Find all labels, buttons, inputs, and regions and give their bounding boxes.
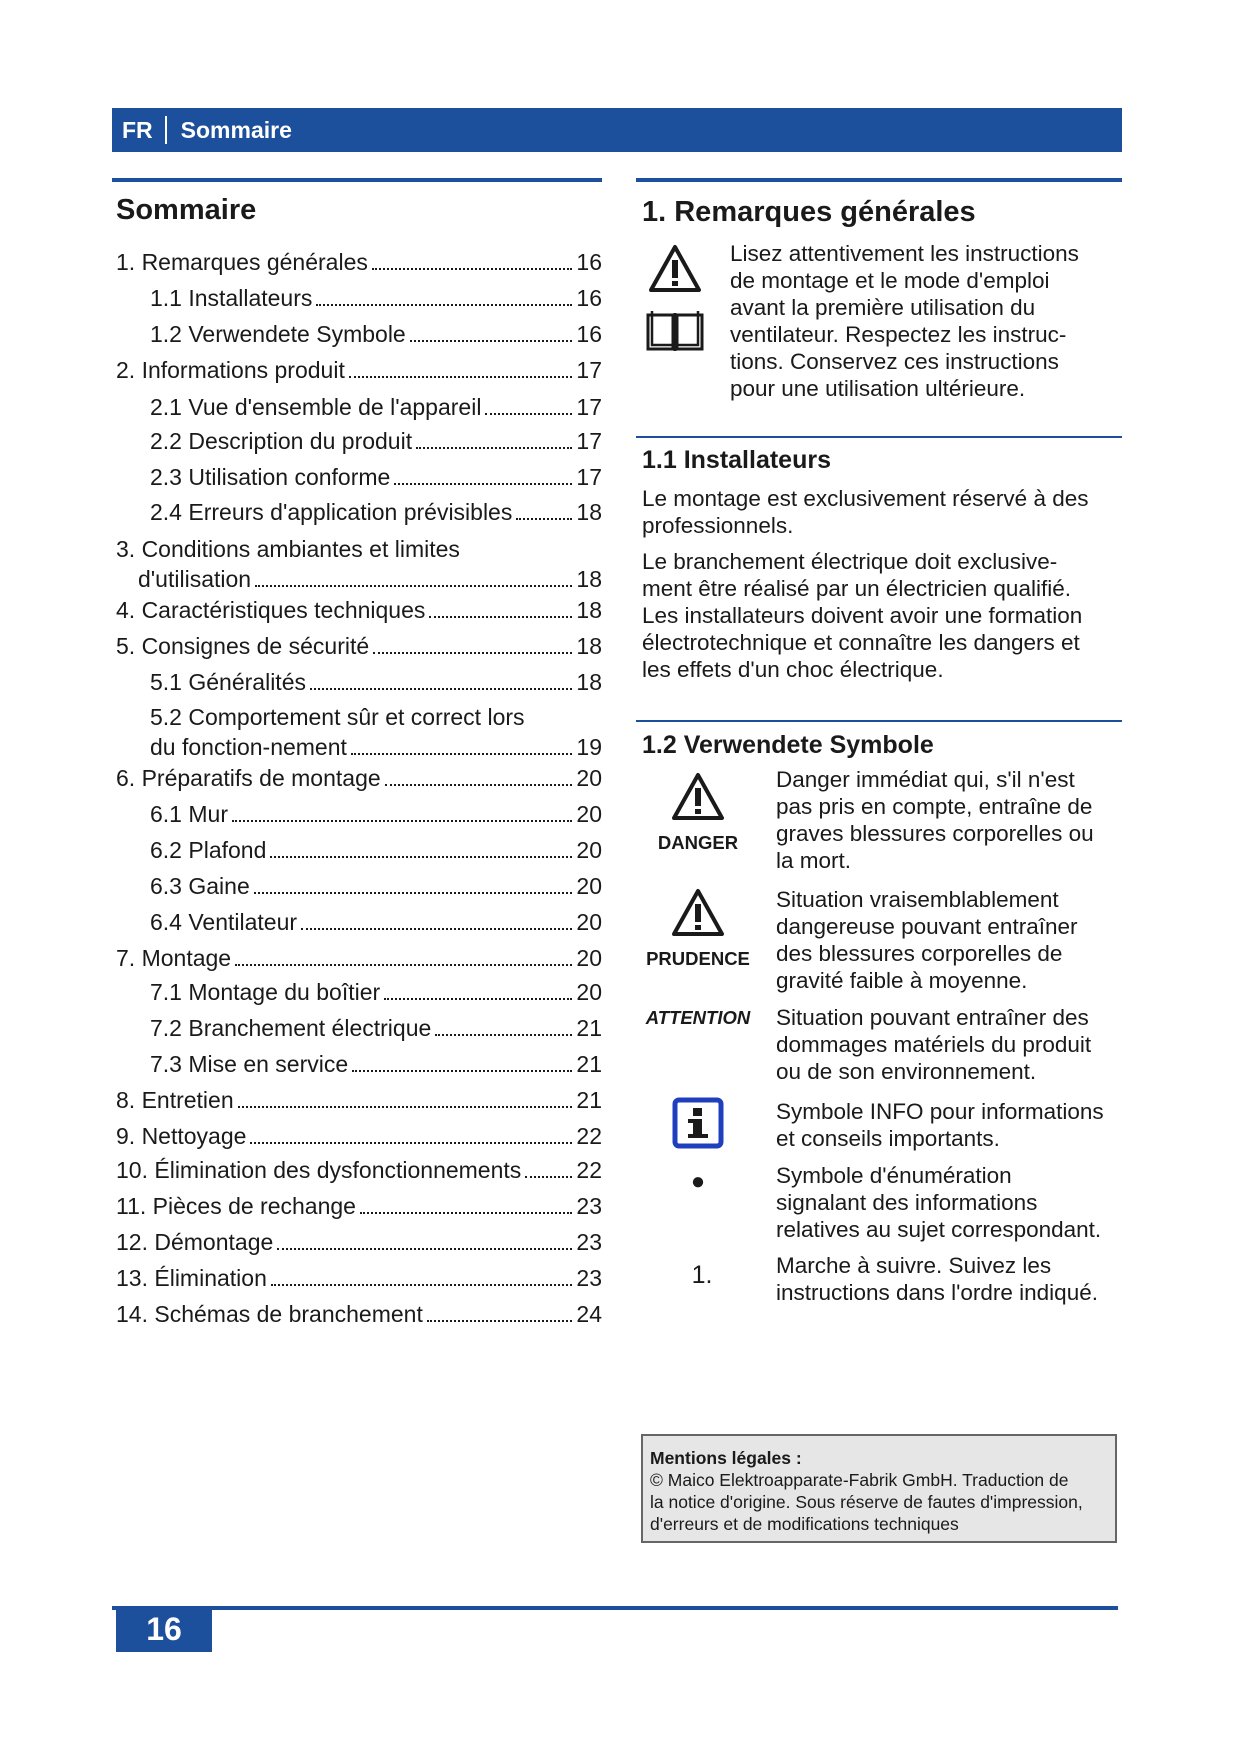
toc-entry[interactable] bbox=[112, 534, 602, 594]
toc-page-number: 23 bbox=[576, 1265, 602, 1291]
toc-entry[interactable] bbox=[112, 631, 602, 661]
toc-page-number: 20 bbox=[576, 765, 602, 791]
paragraph-line: ment être réalisé par un électricien qualifié. bbox=[642, 576, 1071, 601]
attention-label: ATTENTION bbox=[645, 1007, 751, 1028]
toc-leader-dots bbox=[255, 585, 572, 587]
toc-leader-dots bbox=[270, 856, 572, 858]
toc-entry-text: 2.4 Erreurs d'application prévisibles bbox=[150, 499, 513, 525]
toc-page-number: 16 bbox=[576, 285, 602, 311]
toc-entry-text: 1.1 Installateurs bbox=[150, 285, 313, 311]
toc-entry-text: 7.2 Branchement électrique bbox=[150, 1015, 432, 1041]
info-icon bbox=[672, 1097, 724, 1149]
bullet-line: signalant des informations bbox=[776, 1190, 1038, 1215]
toc-leader-dots bbox=[410, 340, 573, 342]
toc-leader-dots bbox=[232, 820, 572, 822]
prudence-text bbox=[776, 886, 1122, 994]
danger-line: pas pris en compte, entraîne de bbox=[776, 794, 1093, 819]
toc-entry-text: 6.3 Gaine bbox=[150, 873, 250, 899]
toc-page-number: 18 bbox=[576, 499, 602, 525]
toc-entry[interactable] bbox=[112, 1013, 602, 1043]
section-title: 1.2 Verwendete Symbole bbox=[642, 731, 934, 759]
prudence-label: PRUDENCE bbox=[646, 948, 750, 969]
toc-entry[interactable] bbox=[112, 283, 602, 313]
toc-page-number: 20 bbox=[576, 801, 602, 827]
attention-line: dommages matériels du produit bbox=[776, 1032, 1092, 1057]
toc-entry-text-wrap bbox=[116, 534, 602, 594]
toc-leader-dots bbox=[373, 652, 572, 654]
toc-entry-text: 2.2 Description du produit bbox=[150, 428, 413, 454]
toc-entry[interactable] bbox=[112, 1263, 602, 1293]
bullet-line: relatives au sujet correspondant. bbox=[776, 1217, 1102, 1242]
toc-entry-text: 5.1 Généralités bbox=[150, 669, 306, 695]
legal-title: Mentions légales : bbox=[650, 1448, 802, 1468]
section1-line: tions. Conservez ces instructions bbox=[730, 349, 1059, 374]
toc-page-number: 19 bbox=[576, 734, 602, 760]
toc-leader-dots bbox=[349, 376, 573, 378]
prudence-line: gravité faible à moyenne. bbox=[776, 968, 1028, 993]
header-lang: FR bbox=[122, 116, 153, 143]
danger-label: DANGER bbox=[657, 832, 739, 853]
paragraph-line: Le branchement électrique doit exclusive- bbox=[642, 549, 1058, 574]
attention-line: Situation pouvant entraîner des bbox=[776, 1005, 1089, 1030]
toc-page-number: 20 bbox=[576, 909, 602, 935]
section-rule bbox=[636, 436, 1122, 438]
toc-entry-text: 2.3 Utilisation conforme bbox=[150, 464, 391, 490]
paragraph-line: Les installateurs doivent avoir une formation bbox=[642, 603, 1083, 628]
toc-leader-dots bbox=[351, 753, 573, 755]
toc-leader-dots bbox=[427, 1320, 573, 1322]
toc-entry-text: 7.1 Montage du boîtier bbox=[150, 979, 381, 1005]
toc-entry-text: 6.2 Plafond bbox=[150, 837, 267, 863]
toc-page-number: 21 bbox=[576, 1015, 602, 1041]
paragraph-line: les effets d'un choc électrique. bbox=[642, 657, 944, 682]
section-installateurs bbox=[636, 436, 1122, 683]
toc-entry-text: 5. Consignes de sécurité bbox=[116, 633, 370, 659]
toc-entry[interactable] bbox=[112, 1121, 602, 1151]
toc-entry[interactable] bbox=[112, 799, 602, 829]
toc-page-number: 23 bbox=[576, 1193, 602, 1219]
toc-page-number: 18 bbox=[576, 669, 602, 695]
section1-line: de montage et le mode d'emploi bbox=[730, 268, 1050, 293]
toc-page-number: 18 bbox=[576, 633, 602, 659]
toc-page-number: 18 bbox=[576, 566, 602, 592]
toc-entry[interactable] bbox=[112, 977, 602, 1007]
prudence-line: des blessures corporelles de bbox=[776, 941, 1063, 966]
toc-page-number: 22 bbox=[576, 1123, 602, 1149]
toc-entry[interactable] bbox=[112, 355, 602, 385]
toc-entry[interactable] bbox=[112, 462, 602, 492]
toc-entry[interactable] bbox=[112, 1227, 602, 1257]
toc-page-number: 17 bbox=[576, 464, 602, 490]
section-title: 1. Remarques générales bbox=[642, 196, 976, 228]
toc-entry[interactable] bbox=[112, 1191, 602, 1221]
section11-paragraph-1 bbox=[642, 485, 1122, 539]
toc-leader-dots bbox=[235, 964, 572, 966]
toc-entry[interactable] bbox=[112, 426, 602, 456]
toc-entry-text: 7. Montage bbox=[116, 945, 232, 971]
toc-entry[interactable] bbox=[112, 907, 602, 937]
toc-entry[interactable] bbox=[112, 247, 602, 277]
toc-leader-dots bbox=[525, 1176, 572, 1178]
paragraph-line: électrotechnique et connaître les dangers et bbox=[642, 630, 1080, 655]
toc-leader-dots bbox=[416, 447, 572, 449]
legal-line: la notice d'origine. Sous réserve de fautes d'impression, bbox=[650, 1492, 1083, 1512]
danger-warning-icon bbox=[670, 772, 726, 822]
section-remarques bbox=[636, 178, 1122, 229]
toc-page-number: 21 bbox=[576, 1051, 602, 1077]
toc-entry[interactable] bbox=[112, 1085, 602, 1115]
toc-entry[interactable] bbox=[112, 835, 602, 865]
toc-entry-text: 12. Démontage bbox=[116, 1229, 274, 1255]
toc-leader-dots bbox=[277, 1248, 572, 1250]
toc-entry-text: 5.2 Comportement sûr et correct lors bbox=[150, 704, 525, 730]
section-title: 1.1 Installateurs bbox=[642, 446, 831, 474]
toc-leader-dots bbox=[250, 1142, 572, 1144]
section1-line: Lisez attentivement les instructions bbox=[730, 241, 1079, 266]
attention-text bbox=[776, 1004, 1122, 1085]
step-line: Marche à suivre. Suivez les bbox=[776, 1253, 1052, 1278]
toc-entry[interactable] bbox=[112, 1299, 602, 1329]
toc-entry-text: 9. Nettoyage bbox=[116, 1123, 247, 1149]
step-symbol: 1. bbox=[691, 1261, 713, 1289]
toc-leader-dots bbox=[435, 1034, 572, 1036]
toc-page-number: 20 bbox=[576, 873, 602, 899]
attention-line: ou de son environnement. bbox=[776, 1059, 1037, 1084]
bullet-symbol-icon: ● bbox=[690, 1168, 706, 1195]
legal-notice-box bbox=[641, 1434, 1117, 1543]
toc-entry-text: 6. Préparatifs de montage bbox=[116, 765, 381, 791]
toc-entry-text: 3. Conditions ambiantes et limites bbox=[116, 536, 460, 562]
toc-page-number: 20 bbox=[576, 979, 602, 1005]
paragraph-line: Le montage est exclusivement réservé à des bbox=[642, 486, 1089, 511]
paragraph-line: professionnels. bbox=[642, 513, 794, 538]
toc-entry-text: 13. Élimination bbox=[116, 1265, 267, 1291]
toc-entry[interactable] bbox=[112, 943, 602, 973]
toc-entry[interactable] bbox=[112, 497, 602, 527]
toc-leader-dots bbox=[385, 784, 573, 786]
toc-leader-dots bbox=[516, 518, 572, 520]
toc-entry-text: 14. Schémas de branchement bbox=[116, 1301, 423, 1327]
toc-leader-dots bbox=[316, 304, 572, 306]
prudence-line: Situation vraisemblablement bbox=[776, 887, 1059, 912]
toc-page-number: 16 bbox=[576, 249, 602, 275]
toc-entry[interactable] bbox=[112, 392, 602, 422]
toc-leader-dots bbox=[429, 616, 572, 618]
page-number: 16 bbox=[116, 1606, 212, 1652]
manual-book-icon bbox=[644, 307, 706, 355]
danger-line: graves blessures corporelles ou bbox=[776, 821, 1094, 846]
toc-title: Sommaire bbox=[116, 194, 257, 226]
section1-line: avant la première utilisation du bbox=[730, 295, 1036, 320]
toc-page-number: 17 bbox=[576, 357, 602, 383]
toc-entry-text: 2.1 Vue d'ensemble de l'appareil bbox=[150, 394, 482, 420]
toc-rule bbox=[112, 178, 602, 182]
info-line: et conseils importants. bbox=[776, 1126, 1000, 1151]
toc-entry[interactable] bbox=[112, 595, 602, 625]
toc-entry-text-wrap bbox=[150, 702, 602, 762]
toc-entry-text: 11. Pièces de rechange bbox=[116, 1193, 356, 1219]
prudence-warning-icon bbox=[670, 888, 726, 938]
toc-leader-dots bbox=[238, 1106, 573, 1108]
toc-leader-dots bbox=[394, 483, 572, 485]
toc-page-number: 17 bbox=[576, 394, 602, 420]
danger-text bbox=[776, 766, 1122, 874]
toc-page-number: 23 bbox=[576, 1229, 602, 1255]
toc-page-number: 24 bbox=[576, 1301, 602, 1327]
info-text bbox=[776, 1098, 1122, 1152]
section-rule bbox=[636, 178, 1122, 182]
toc-leader-dots bbox=[310, 688, 572, 690]
toc-entry[interactable] bbox=[112, 871, 602, 901]
step-text bbox=[776, 1252, 1122, 1306]
section1-line: pour une utilisation ultérieure. bbox=[730, 376, 1026, 401]
bullet-line: Symbole d'énumération bbox=[776, 1163, 1012, 1188]
danger-line: la mort. bbox=[776, 848, 852, 873]
section1-line: ventilateur. Respectez les instruc- bbox=[730, 322, 1067, 347]
toc-entry-text: 1.2 Verwendete Symbole bbox=[150, 321, 406, 347]
toc-entry-text: 8. Entretien bbox=[116, 1087, 234, 1113]
legal-line: d'erreurs et de modifications techniques bbox=[650, 1514, 959, 1534]
toc-entry-text: 4. Caractéristiques techniques bbox=[116, 597, 426, 623]
toc-leader-dots bbox=[360, 1212, 572, 1214]
toc-leader-dots bbox=[352, 1070, 572, 1072]
toc-page-number: 17 bbox=[576, 428, 602, 454]
toc-page-number: 22 bbox=[576, 1157, 602, 1183]
toc-entry[interactable] bbox=[112, 763, 602, 793]
toc-entry-text: 10. Élimination des dysfonctionnements bbox=[116, 1157, 522, 1183]
step-line: instructions dans l'ordre indiqué. bbox=[776, 1280, 1098, 1305]
toc-entry-text: 1. Remarques générales bbox=[116, 249, 368, 275]
toc-leader-dots bbox=[372, 268, 573, 270]
toc-leader-dots bbox=[485, 413, 572, 415]
toc-entry[interactable] bbox=[112, 667, 602, 697]
toc-entry-second-row bbox=[150, 732, 602, 762]
footer-rule bbox=[112, 1606, 1118, 1610]
toc-leader-dots bbox=[254, 892, 573, 894]
toc-entry-text-continued: du fonction-nement bbox=[150, 734, 347, 760]
prudence-line: dangereuse pouvant entraîner bbox=[776, 914, 1078, 939]
warning-triangle-icon bbox=[648, 244, 702, 294]
toc-leader-dots bbox=[384, 998, 572, 1000]
toc-leader-dots bbox=[271, 1284, 573, 1286]
header-title: Sommaire bbox=[180, 116, 292, 143]
toc-entry[interactable] bbox=[112, 319, 602, 349]
section11-paragraph-2 bbox=[642, 548, 1122, 683]
toc-page-number: 21 bbox=[576, 1087, 602, 1113]
toc-entry-second-row bbox=[116, 564, 602, 594]
toc-entry-text: 2. Informations produit bbox=[116, 357, 345, 383]
bullet-text bbox=[776, 1162, 1122, 1243]
info-line: Symbole INFO pour informations bbox=[776, 1099, 1104, 1124]
section1-icons bbox=[648, 244, 702, 354]
toc-entry[interactable] bbox=[112, 1155, 602, 1185]
table-of-contents bbox=[112, 178, 602, 1327]
toc-page-number: 16 bbox=[576, 321, 602, 347]
toc-page-number: 20 bbox=[576, 837, 602, 863]
danger-line: Danger immédiat qui, s'il n'est bbox=[776, 767, 1075, 792]
section-rule bbox=[636, 720, 1122, 722]
header-bar bbox=[112, 108, 1122, 152]
toc-entry-text: 6.1 Mur bbox=[150, 801, 228, 827]
legal-line: © Maico Elektroapparate-Fabrik GmbH. Traduction de bbox=[650, 1470, 1069, 1490]
section-symboles bbox=[636, 720, 1122, 760]
toc-entry-text: 7.3 Mise en service bbox=[150, 1051, 349, 1077]
toc-entry[interactable] bbox=[112, 702, 602, 762]
section1-text bbox=[730, 240, 1122, 402]
toc-leader-dots bbox=[301, 928, 572, 930]
toc-page-number: 20 bbox=[576, 945, 602, 971]
toc-entry-text-continued: d'utilisation bbox=[138, 566, 252, 592]
toc-entry[interactable] bbox=[112, 1049, 602, 1079]
toc-entry-text: 6.4 Ventilateur bbox=[150, 909, 298, 935]
toc-page-number: 18 bbox=[576, 597, 602, 623]
